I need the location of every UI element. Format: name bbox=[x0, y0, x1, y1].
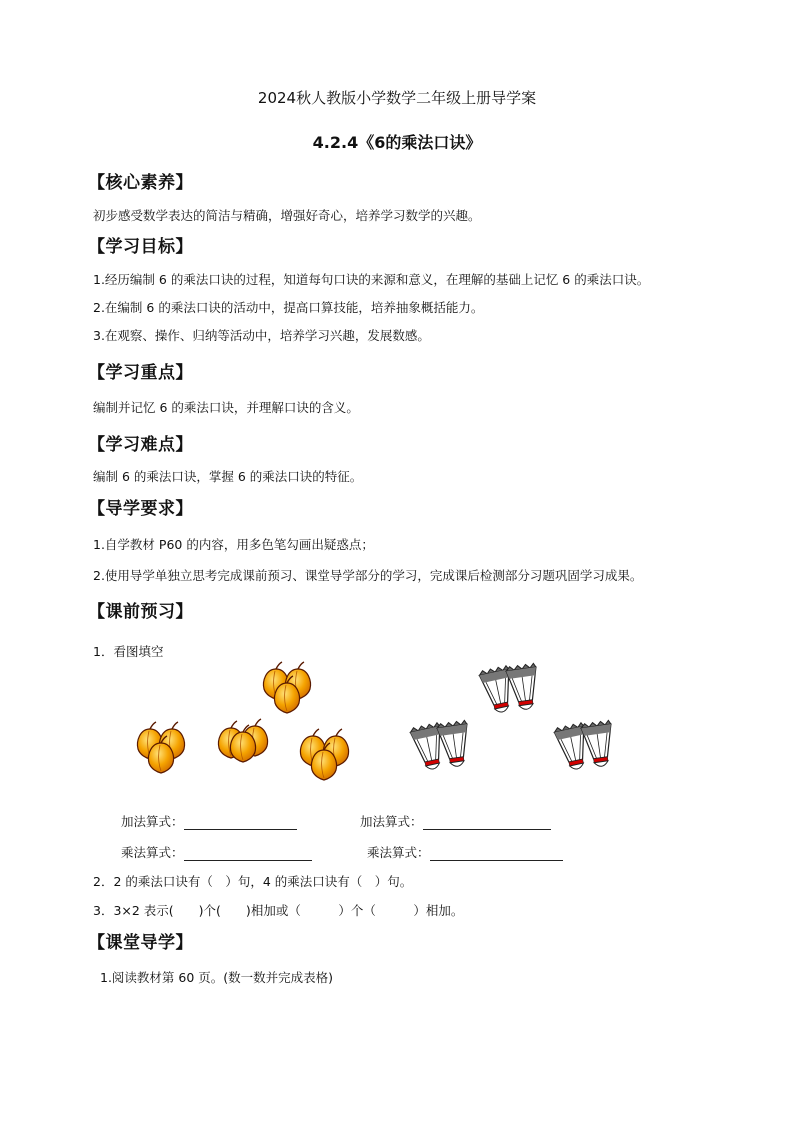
document-title: 2024秋人教版小学数学二年级上册导学案 bbox=[257, 89, 537, 107]
key-point-text: 编制并记忆 6 的乘法口诀，并理解口诀的含义。 bbox=[93, 400, 359, 415]
addition-label-right: 加法算式： bbox=[360, 814, 423, 829]
section-heading-class-guide: 【课堂导学】 bbox=[88, 933, 193, 953]
addition-row-right bbox=[360, 812, 551, 830]
preview-question-1: 1．看图填空 bbox=[93, 644, 164, 659]
section-heading-requirements: 【导学要求】 bbox=[88, 499, 193, 519]
difficulty-text: 编制 6 的乘法口诀，掌握 6 的乘法口诀的特征。 bbox=[93, 469, 363, 484]
shuttlecock-group-left bbox=[410, 720, 473, 772]
shuttlecock-group-top bbox=[479, 663, 542, 715]
core-text: 初步感受数学表达的简洁与精确，增强好奇心，培养学习数学的兴趣。 bbox=[93, 208, 481, 223]
multiplication-row-left bbox=[121, 843, 312, 861]
multiplication-answer-blank-left[interactable] bbox=[184, 846, 312, 861]
lesson-subtitle: 4.2.4《6的乘法口诀》 bbox=[312, 133, 482, 152]
addition-answer-blank-right[interactable] bbox=[423, 815, 551, 830]
shuttlecock-group-right bbox=[554, 720, 617, 772]
peach-group-left bbox=[138, 722, 185, 773]
class-guide-item-1: 1.阅读教材第 60 页。(数一数并完成表格) bbox=[100, 970, 334, 985]
multiplication-row-right bbox=[367, 843, 563, 861]
section-heading-difficulty: 【学习难点】 bbox=[88, 435, 193, 455]
goal-item-3: 3.在观察、操作、归纳等活动中，培养学习兴趣，发展数感。 bbox=[93, 328, 430, 343]
addition-row-left bbox=[121, 812, 297, 830]
multiplication-answer-blank-right[interactable] bbox=[430, 846, 563, 861]
section-heading-goals: 【学习目标】 bbox=[88, 237, 193, 257]
peach-group-right bbox=[301, 729, 349, 780]
shuttlecock-icon bbox=[581, 720, 617, 768]
addition-label-left: 加法算式： bbox=[121, 814, 184, 829]
multiplication-label-left: 乘法算式： bbox=[121, 845, 184, 860]
shuttlecock-icon bbox=[437, 720, 473, 768]
preview-question-3: 3．3×2 表示( )个( )相加或（ ）个（ ）相加。 bbox=[93, 903, 464, 918]
multiplication-label-right: 乘法算式： bbox=[367, 845, 430, 860]
section-heading-preview: 【课前预习】 bbox=[88, 602, 193, 622]
shuttlecock-icon bbox=[506, 663, 542, 711]
section-heading-key-points: 【学习重点】 bbox=[88, 363, 193, 383]
peach-group-middle bbox=[219, 719, 268, 762]
peach-group-top bbox=[264, 662, 311, 713]
preview-question-2: 2．2 的乘法口诀有（ ）句，4 的乘法口诀有（ ）句。 bbox=[93, 874, 413, 889]
section-heading-core: 【核心素养】 bbox=[88, 173, 193, 193]
goal-item-1: 1.经历编制 6 的乘法口诀的过程，知道每句口诀的来源和意义，在理解的基础上记忆 6 的乘法口诀。 bbox=[93, 272, 650, 287]
requirement-item-2: 2.使用导学单独立思考完成课前预习、课堂导学部分的学习，完成课后检测部分习题巩固学习成果。 bbox=[93, 568, 643, 583]
goal-item-2: 2.在编制 6 的乘法口诀的活动中，提高口算技能，培养抽象概括能力。 bbox=[93, 300, 484, 315]
addition-answer-blank-left[interactable] bbox=[184, 815, 297, 830]
requirement-item-1: 1.自学教材 P60 的内容，用多色笔勾画出疑惑点； bbox=[93, 537, 374, 552]
